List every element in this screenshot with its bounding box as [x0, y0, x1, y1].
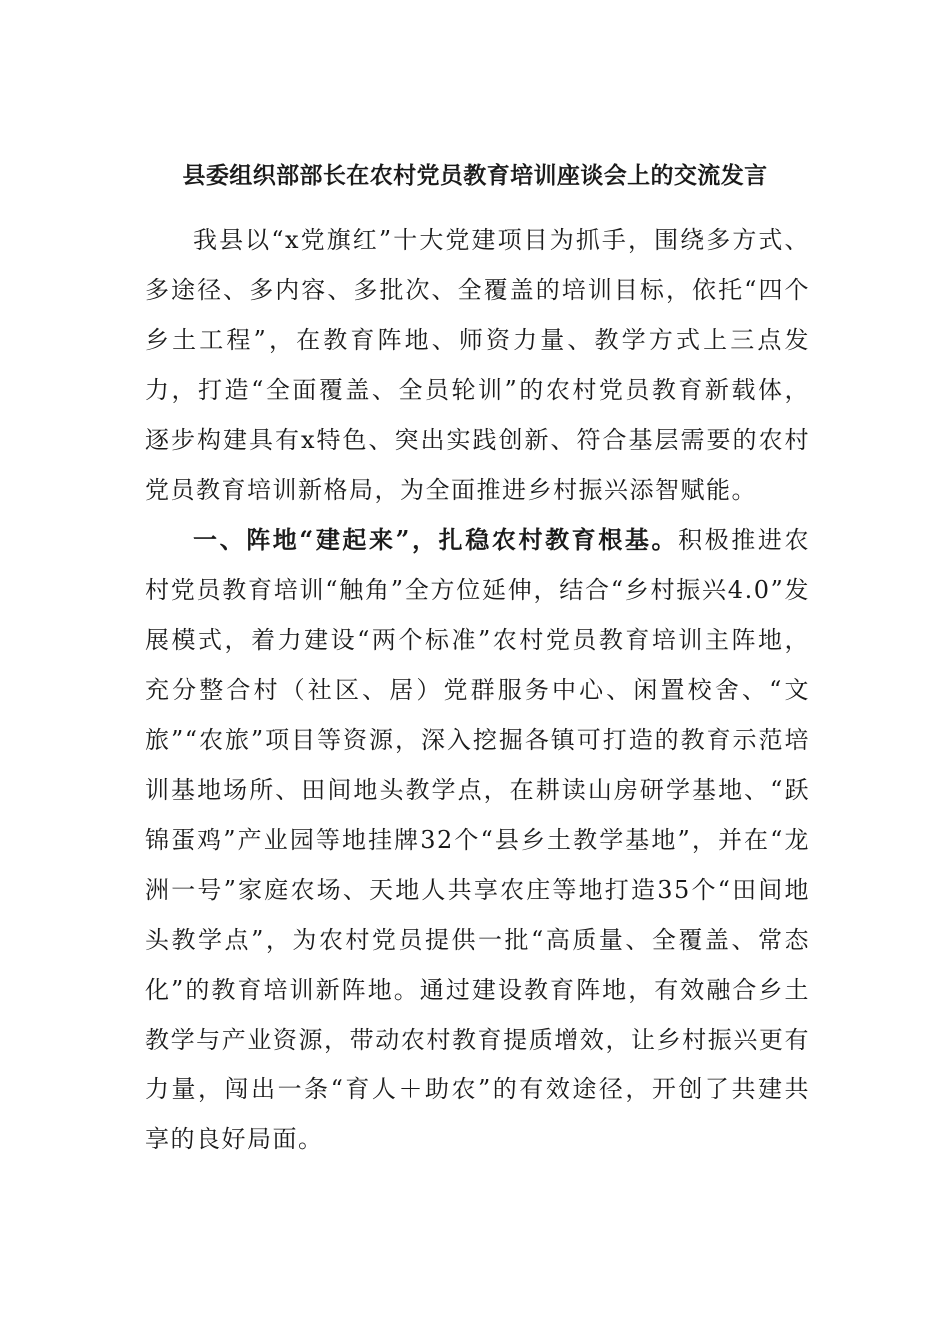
section-one-paragraph: [145, 515, 810, 1165]
document-title: 县委组织部部长在农村党员教育培训座谈会上的交流发言: [182, 162, 768, 189]
section-one-heading: 一、阵地“建起来”，扎稳农村教育根基。: [193, 525, 679, 555]
document-body: [145, 216, 810, 1165]
intro-paragraph-text: 我县以“x党旗红”十大党建项目为抓手，围绕多方式、多途径、多内容、多批次、全覆盖的培训目标，依托“四个乡土工程”，在教育阵地、师资力量、教学方式上三点发力，打造“全面覆盖、全员轮训”的农村党员教育新载体，逐步构建具有x特色、突出实践创新、符合基层需要的农村党员教育培训新格局，为全面推进乡村振兴添智赋能。: [145, 226, 810, 504]
section-one-text: 积极推进农村党员教育培训“触角”全方位延伸，结合“乡村振兴4.0”发展模式，着力建设“两个标准”农村党员教育培训主阵地，充分整合村（社区、居）党群服务中心、闲置校舍、“文旅”“农旅”项目等资源，深入挖掘各镇可打造的教育示范培训基地场所、田间地头教学点，在耕读山房研学基地、“跃锦蛋鸡”产业园等地挂牌32个“县乡土教学基地”，并在“龙洲一号”家庭农场、天地人共享农庄等地打造35个“田间地头教学点”，为农村党员提供一批“高质量、全覆盖、常态化”的教育培训新阵地。通过建设教育阵地，有效融合乡土教学与产业资源，带动农村教育提质增效，让乡村振兴更有力量，闯出一条“育人＋助农”的有效途径，开创了共建共享的良好局面。: [145, 526, 811, 1154]
intro-paragraph: [145, 216, 810, 515]
